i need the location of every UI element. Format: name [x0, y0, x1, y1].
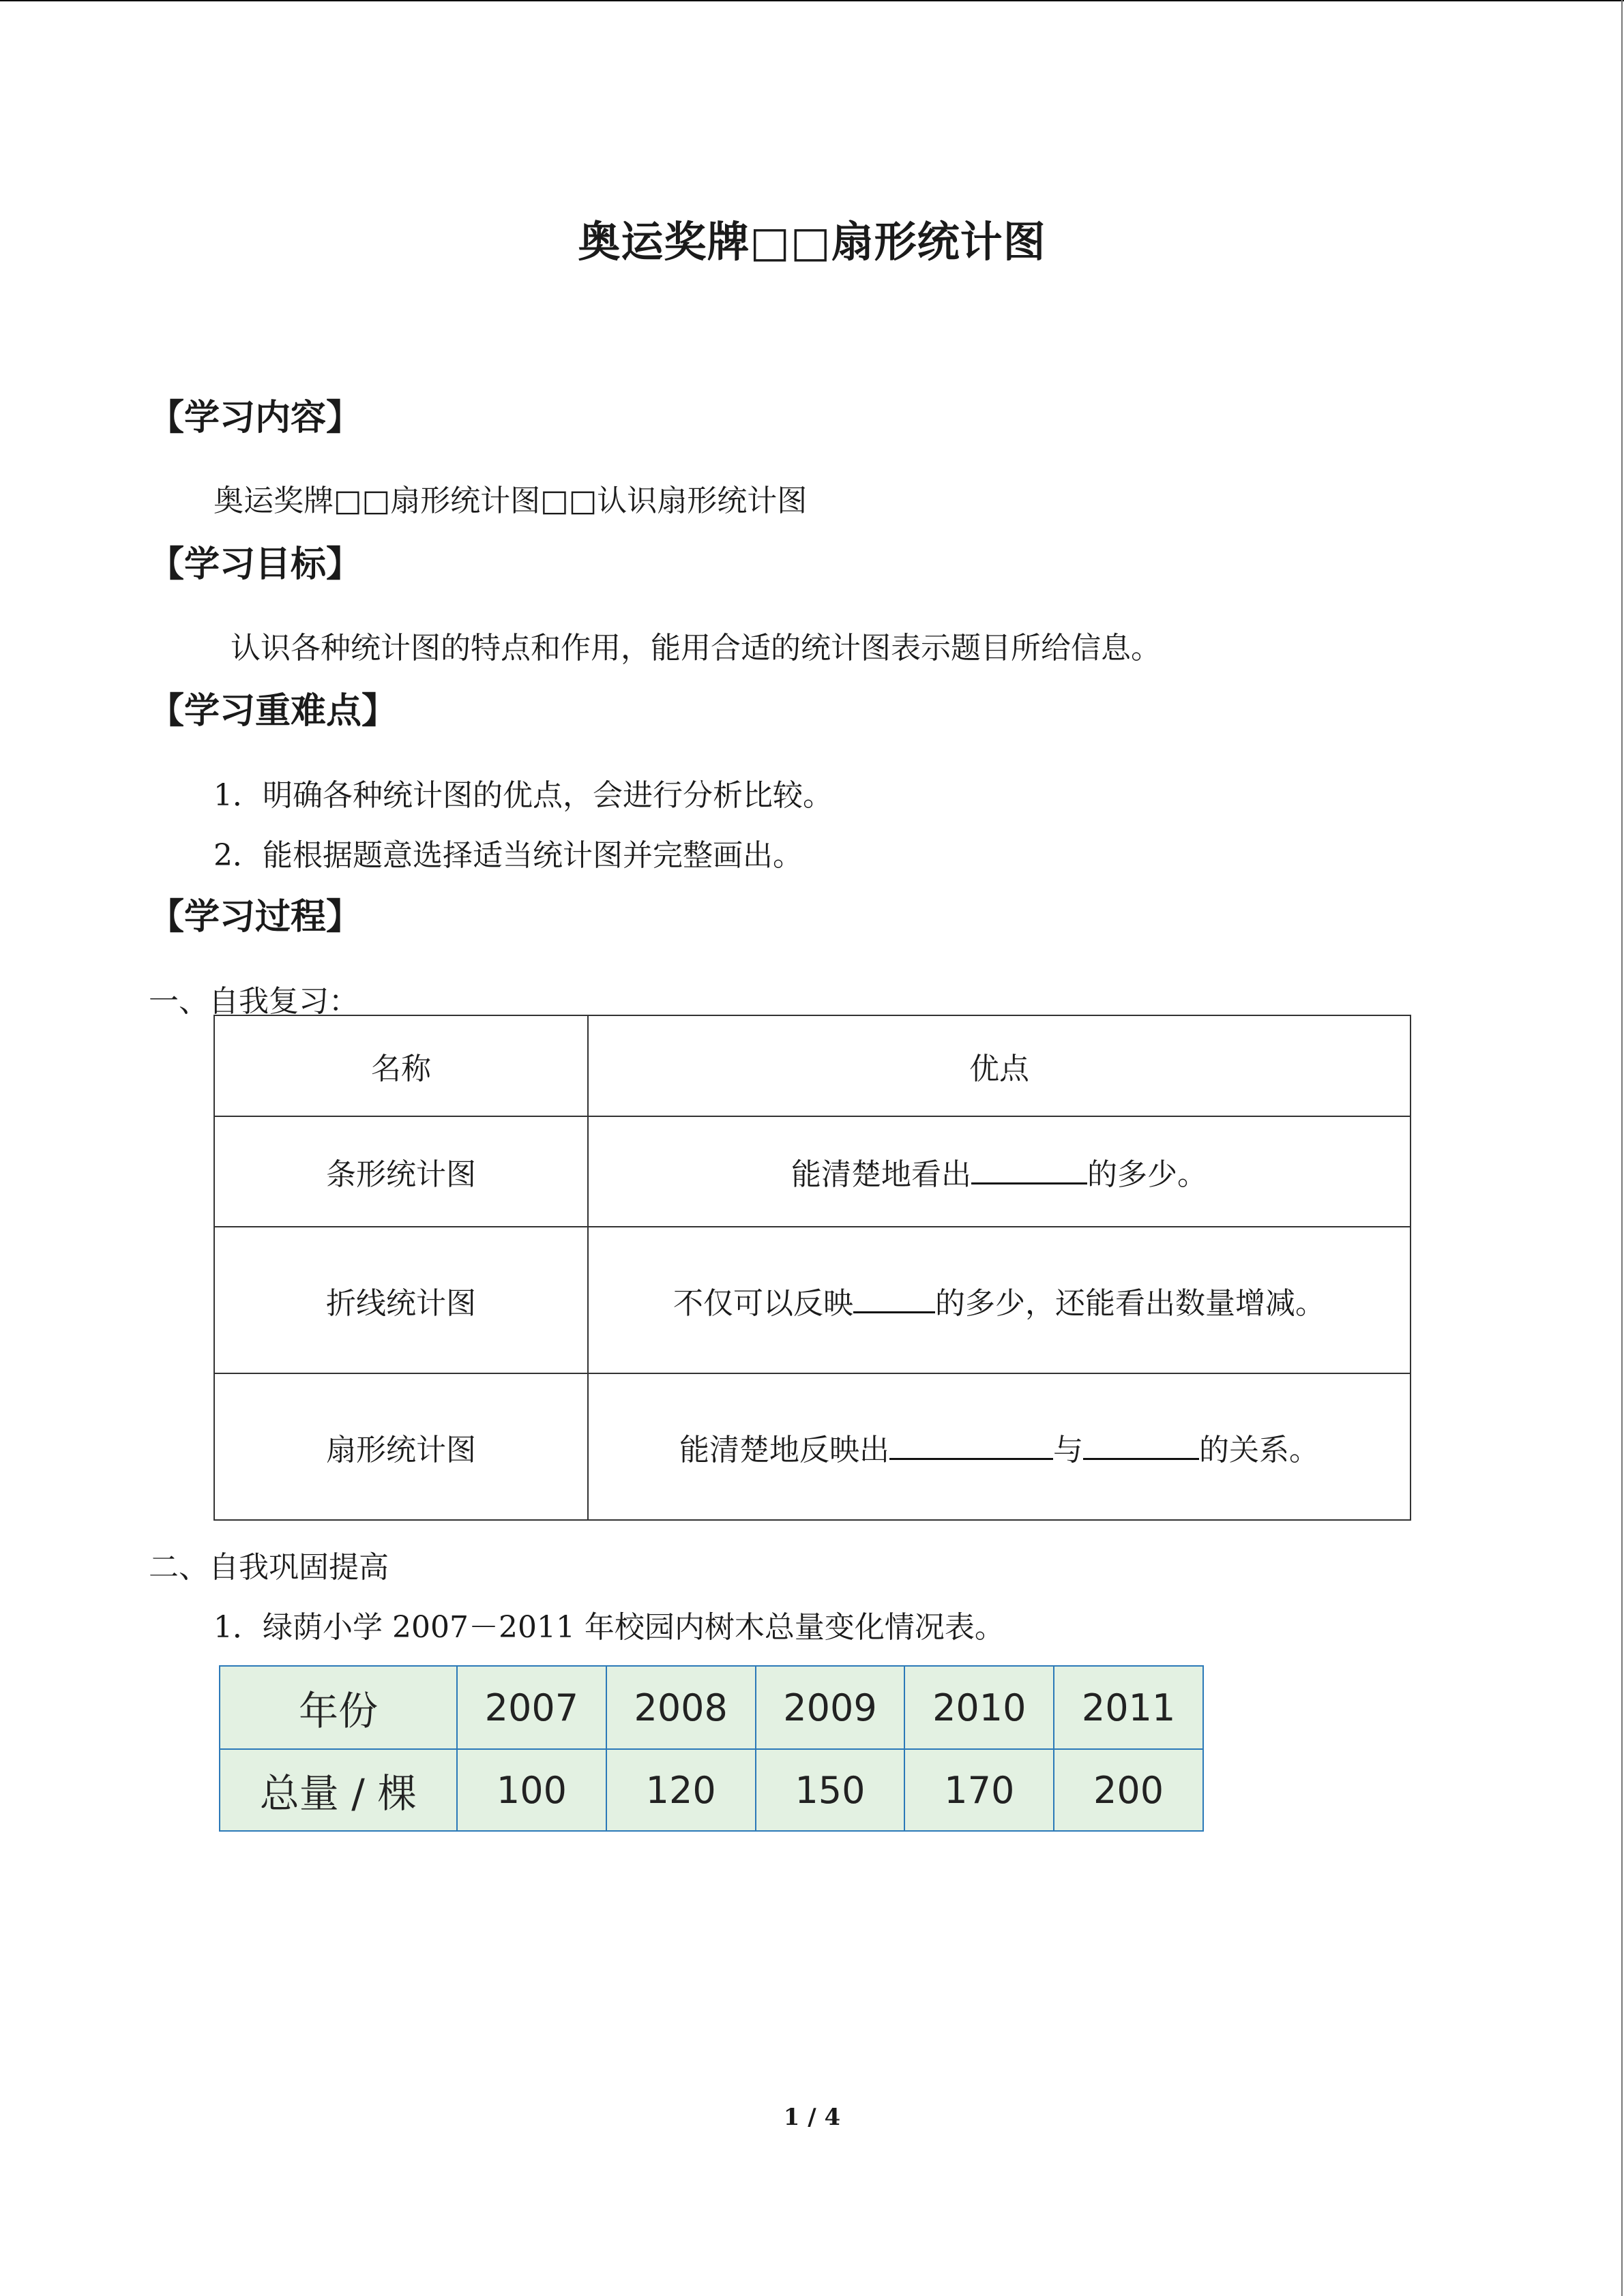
total-cell: 100: [457, 1749, 606, 1831]
year-cell: 2009: [756, 1666, 905, 1749]
goal-text: 认识各种统计图的特点和作用，能用合适的统计图表示题目所给信息。: [231, 631, 1161, 666]
key-point-2: 2．能根据题意选择适当统计图并完整画出。: [213, 838, 803, 873]
advantage-text: 不仅可以反映: [673, 1285, 853, 1321]
year-cell: 2010: [904, 1666, 1054, 1749]
total-label: 总量 / 棵: [220, 1749, 457, 1831]
heading-key-points: 【学习重难点】: [149, 690, 398, 732]
advantage-text: 的多少。: [1087, 1157, 1207, 1192]
top-border: [0, 0, 1624, 1]
advantage-text: 的多少，还能看出数量增减。: [935, 1285, 1325, 1321]
table-row: [214, 1373, 1411, 1520]
total-row: [220, 1749, 1203, 1831]
right-border: [1621, 0, 1623, 2296]
key-point-1: 1．明确各种统计图的优点，会进行分析比较。: [213, 778, 833, 813]
header-name: 名称: [214, 1015, 588, 1116]
fill-blank[interactable]: [853, 1283, 935, 1313]
page-number: 1 / 4: [783, 2104, 841, 2131]
review-table: [213, 1015, 1411, 1521]
heading-goal: 【学习目标】: [149, 543, 362, 585]
total-cell: 200: [1054, 1749, 1203, 1831]
row-name: 折线统计图: [214, 1227, 588, 1373]
row-name: 条形统计图: [214, 1116, 588, 1227]
advantage-text: 能清楚地看出: [791, 1157, 971, 1192]
part2-label: 二、自我巩固提高: [149, 1550, 389, 1585]
table-row: [214, 1116, 1411, 1227]
review-header-row: [214, 1015, 1411, 1116]
year-label: 年份: [220, 1666, 457, 1749]
year-cell: 2007: [457, 1666, 606, 1749]
question-1: 1．绿荫小学 2007－2011 年校园内树木总量变化情况表。: [213, 1610, 1005, 1645]
header-advantage: 优点: [588, 1015, 1411, 1116]
heading-process: 【学习过程】: [149, 896, 362, 938]
fill-blank[interactable]: [889, 1429, 1053, 1460]
advantage-text: 能清楚地反映出: [679, 1432, 889, 1467]
advantage-text: 与: [1053, 1432, 1083, 1467]
year-row: [220, 1666, 1203, 1749]
part1-label: 一、自我复习：: [149, 984, 359, 1019]
total-cell: 170: [904, 1749, 1054, 1831]
row-advantage: [588, 1227, 1411, 1373]
row-advantage: [588, 1116, 1411, 1227]
fill-blank[interactable]: [971, 1154, 1087, 1184]
total-cell: 150: [756, 1749, 905, 1831]
year-cell: 2008: [606, 1666, 756, 1749]
document-title: 奥运奖牌□□扇形统计图: [578, 217, 1046, 267]
row-name: 扇形统计图: [214, 1373, 588, 1520]
fill-blank[interactable]: [1083, 1429, 1199, 1460]
row-advantage: [588, 1373, 1411, 1520]
content-text: 奥运奖牌□□扇形统计图□□认识扇形统计图: [213, 483, 808, 518]
advantage-text: 的关系。: [1199, 1432, 1319, 1467]
tree-data-table: [219, 1665, 1204, 1832]
heading-content: 【学习内容】: [149, 397, 362, 438]
total-cell: 120: [606, 1749, 756, 1831]
table-row: [214, 1227, 1411, 1373]
year-cell: 2011: [1054, 1666, 1203, 1749]
